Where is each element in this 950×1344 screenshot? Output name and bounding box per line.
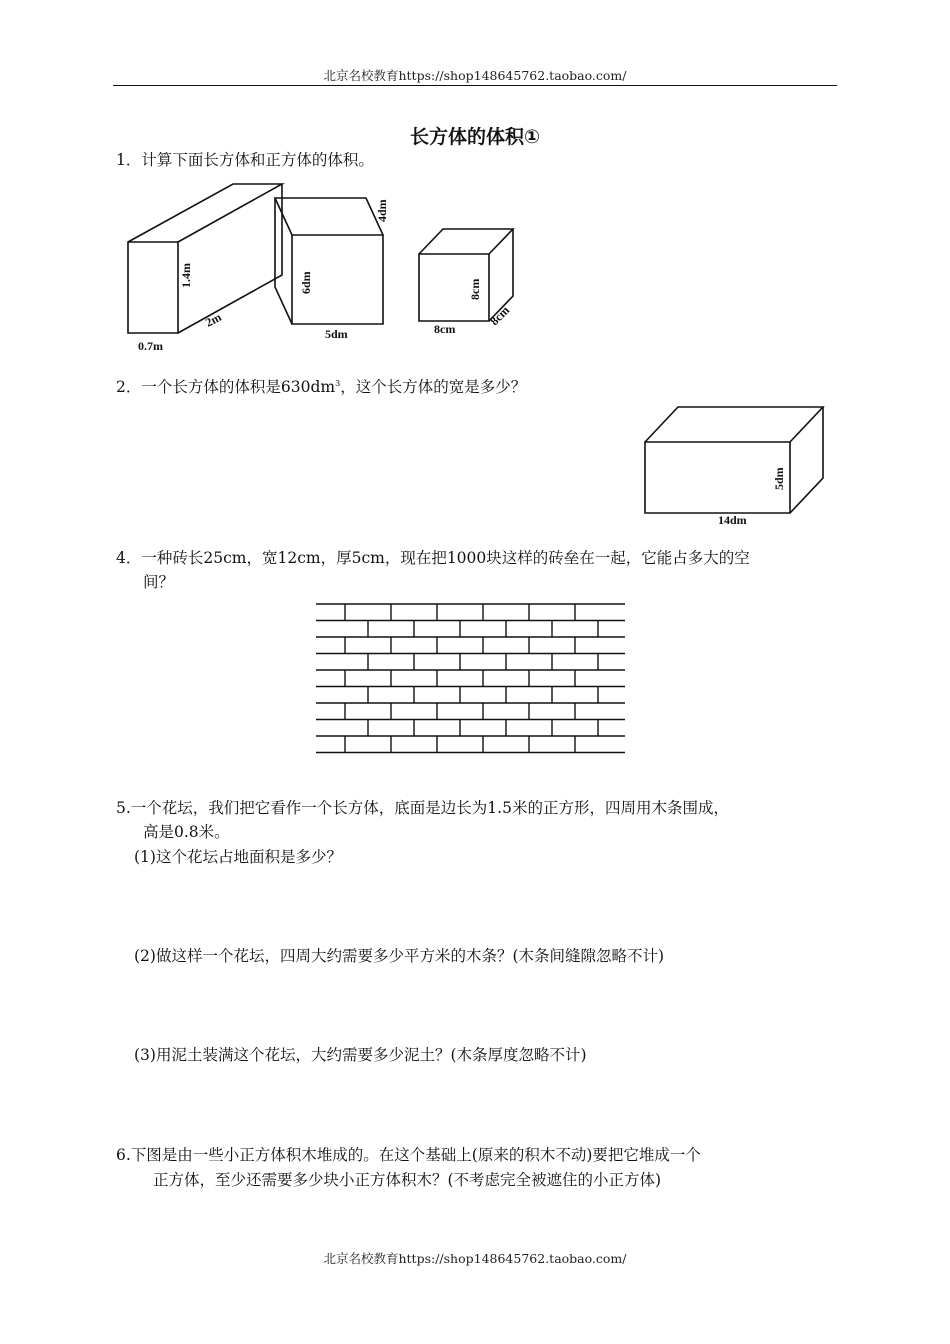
q2-length-label: 14dm	[718, 513, 747, 527]
question-2-text-after: ，这个长方体的宽是多少？	[340, 378, 527, 397]
question-6	[116, 1143, 701, 1167]
question-2-superscript: 3	[335, 379, 341, 388]
question-4	[116, 546, 750, 570]
worksheet-title: 长方体的体积①	[409, 126, 541, 148]
question-5-line1: 一个花坛，我们把它看作一个长方体，底面是边长为1.5米的正方形，四周用木条围成，	[130, 799, 729, 817]
box2-height-label: 6dm	[299, 271, 313, 294]
q2-box-figure	[645, 407, 823, 513]
box1-width-label: 0.7m	[138, 339, 163, 353]
question-1	[116, 148, 374, 172]
question-2	[116, 372, 526, 399]
box1-height-label: 1.4m	[179, 263, 193, 288]
box2-figure	[275, 198, 383, 324]
question-1-figures	[110, 180, 550, 360]
box1-figure	[128, 184, 282, 333]
question-1-text: 计算下面长方体和正方体的体积。	[141, 151, 374, 169]
brick-wall	[316, 604, 625, 753]
question-5-sub1: (1)这个花坛占地面积是多少？	[134, 848, 342, 866]
question-2-text-before: 一个长方体的体积是630dm	[141, 378, 336, 397]
q2-height-label: 5dm	[772, 467, 786, 490]
q2-box-front-face	[645, 442, 790, 513]
question-4-line2: 间？	[143, 573, 175, 591]
q2-box-top-face	[645, 407, 823, 442]
question-5-sub3: (3)用泥土装满这个花坛，大约需要多少泥土？(木条厚度忽略不计)	[134, 1046, 587, 1064]
box2-width-label: 5dm	[325, 327, 348, 341]
question-5	[116, 796, 729, 820]
page-header: 北京名校教育https://shop148645762.taobao.com/	[323, 68, 627, 83]
box1-top-face	[128, 184, 282, 242]
question-6-number: 6.	[116, 1146, 131, 1164]
box1-length-label: 2m	[203, 309, 224, 330]
question-6-line1: 下图是由一些小正方体积木堆成的。在这个基础上(原来的积木不动)要把它堆成一个	[130, 1146, 701, 1164]
box2-depth-label: 4dm	[375, 199, 389, 222]
header-rule	[113, 85, 837, 86]
cube-width-label: 8cm	[434, 322, 456, 336]
question-5-number: 5.	[116, 799, 131, 817]
question-4-line1: 一种砖长25cm，宽12cm，厚5cm，现在把1000块这样的砖垒在一起，它能占多大的空	[141, 549, 750, 567]
cube-top-face	[419, 229, 513, 254]
question-2-number: 2．	[116, 378, 142, 397]
cube-height-label: 8cm	[468, 278, 482, 300]
question-5-sub2: (2)做这样一个花坛，四周大约需要多少平方米的木条？(木条间缝隙忽略不计)	[134, 947, 665, 965]
question-5-line2: 高是0.8米。	[143, 823, 230, 841]
box1-front-face	[128, 242, 178, 333]
cube-depth-label: 8cm	[487, 303, 513, 329]
question-4-number: 4．	[116, 549, 142, 567]
question-1-number: 1．	[116, 151, 142, 169]
box2-top-face	[275, 198, 383, 235]
q2-box-right-face	[790, 407, 823, 513]
page-footer: 北京名校教育https://shop148645762.taobao.com/	[323, 1251, 627, 1266]
question-6-line2: 正方体，至少还需要多少块小正方体积木？(不考虑完全被遮住的小正方体)	[153, 1171, 662, 1189]
question-2-figure	[635, 400, 835, 530]
brick-wall-figure	[312, 598, 630, 768]
